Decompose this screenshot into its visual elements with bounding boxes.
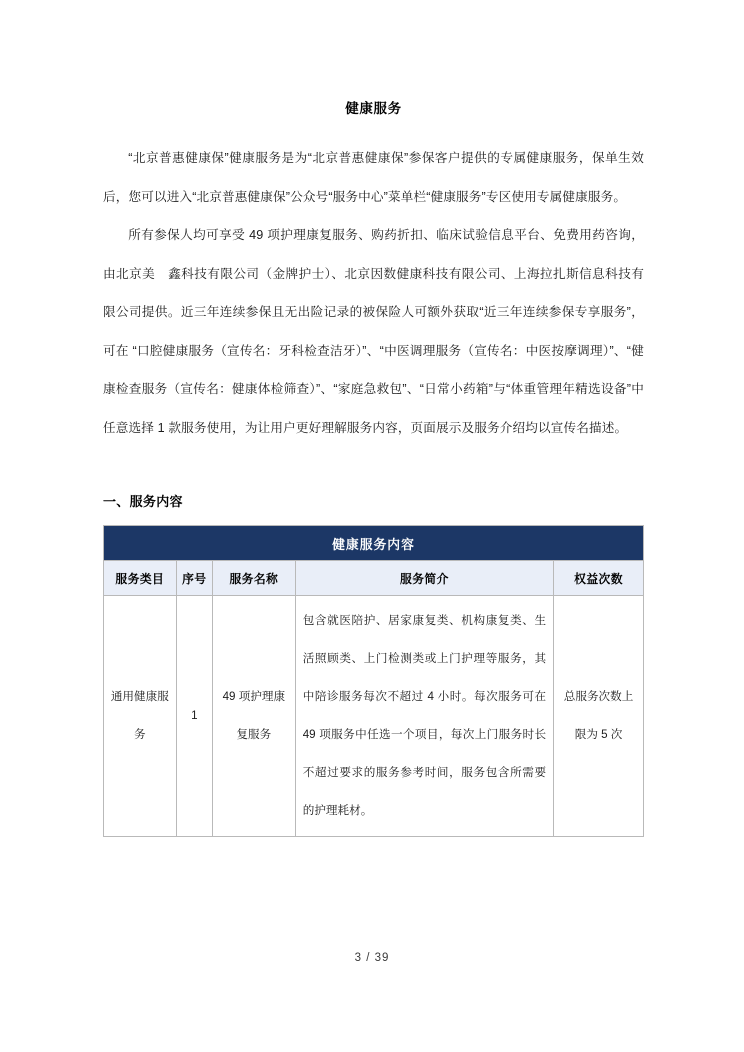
column-header-benefit-times: 权益次数 <box>554 561 644 596</box>
table-caption: 健康服务内容 <box>104 526 644 561</box>
table-row <box>104 596 644 837</box>
page-title: 健康服务 <box>345 101 402 116</box>
service-content-table <box>103 525 644 837</box>
cell-service-name: 49 项护理康复服务 <box>212 596 295 837</box>
cell-service-category: 通用健康服务 <box>104 596 177 837</box>
page-number: 3 / 39 <box>354 952 390 964</box>
paragraph-services-overview: 所有参保人均可享受 49 项护理康复服务、购药折扣、临床试验信息平台、免费用药咨询，由北京美 鑫科技有限公司（金牌护士）、北京因数健康科技有限公司、上海拉扎斯信息科技有限公司提供。近三年连续参保且无出险记录的被保险人可额外获取“近三年连续参保专享服务”，可在 “口腔健康服务（宣传名：牙科检查洁牙）”、“中医调理服务（宣传名：中医按摩调理）”、“健康检查服务（宣传名：健康体检筛查）”、“家庭急救包”、“日常小药箱”与“体重管理年精选设备”中任意选择 1 款服务使用，为让用户更好理解服务内容，页面展示及服务介绍均以宣传名描述。 <box>103 228 644 435</box>
table-caption-row <box>104 526 644 561</box>
column-header-service-category: 服务类目 <box>104 561 177 596</box>
document-content <box>103 0 644 837</box>
cell-index: 1 <box>176 596 212 837</box>
column-header-service-desc: 服务简介 <box>295 561 553 596</box>
cell-service-desc: 包含就医陪护、居家康复类、机构康复类、生活照顾类、上门检测类或上门护理等服务，其中陪诊服务每次不超过 4 小时。每次服务可在 49 项服务中任选一个项目，每次上门服务时长不超过要求的服务参考时间，服务包含所需要的护理耗材。 <box>295 596 553 837</box>
column-header-index: 序号 <box>176 561 212 596</box>
column-header-service-name: 服务名称 <box>212 561 295 596</box>
cell-benefit-times: 总服务次数上限为 5 次 <box>554 596 644 837</box>
section-heading-service-content: 一、服务内容 <box>103 494 183 510</box>
service-table-wrapper <box>103 525 644 837</box>
paragraph-intro: “北京普惠健康保”健康服务是为“北京普惠健康保”参保客户提供的专属健康服务，保单生效后，您可以进入“北京普惠健康保”公众号“服务中心”菜单栏“健康服务”专区使用专属健康服务。 <box>103 151 644 204</box>
table-header-row <box>104 561 644 596</box>
